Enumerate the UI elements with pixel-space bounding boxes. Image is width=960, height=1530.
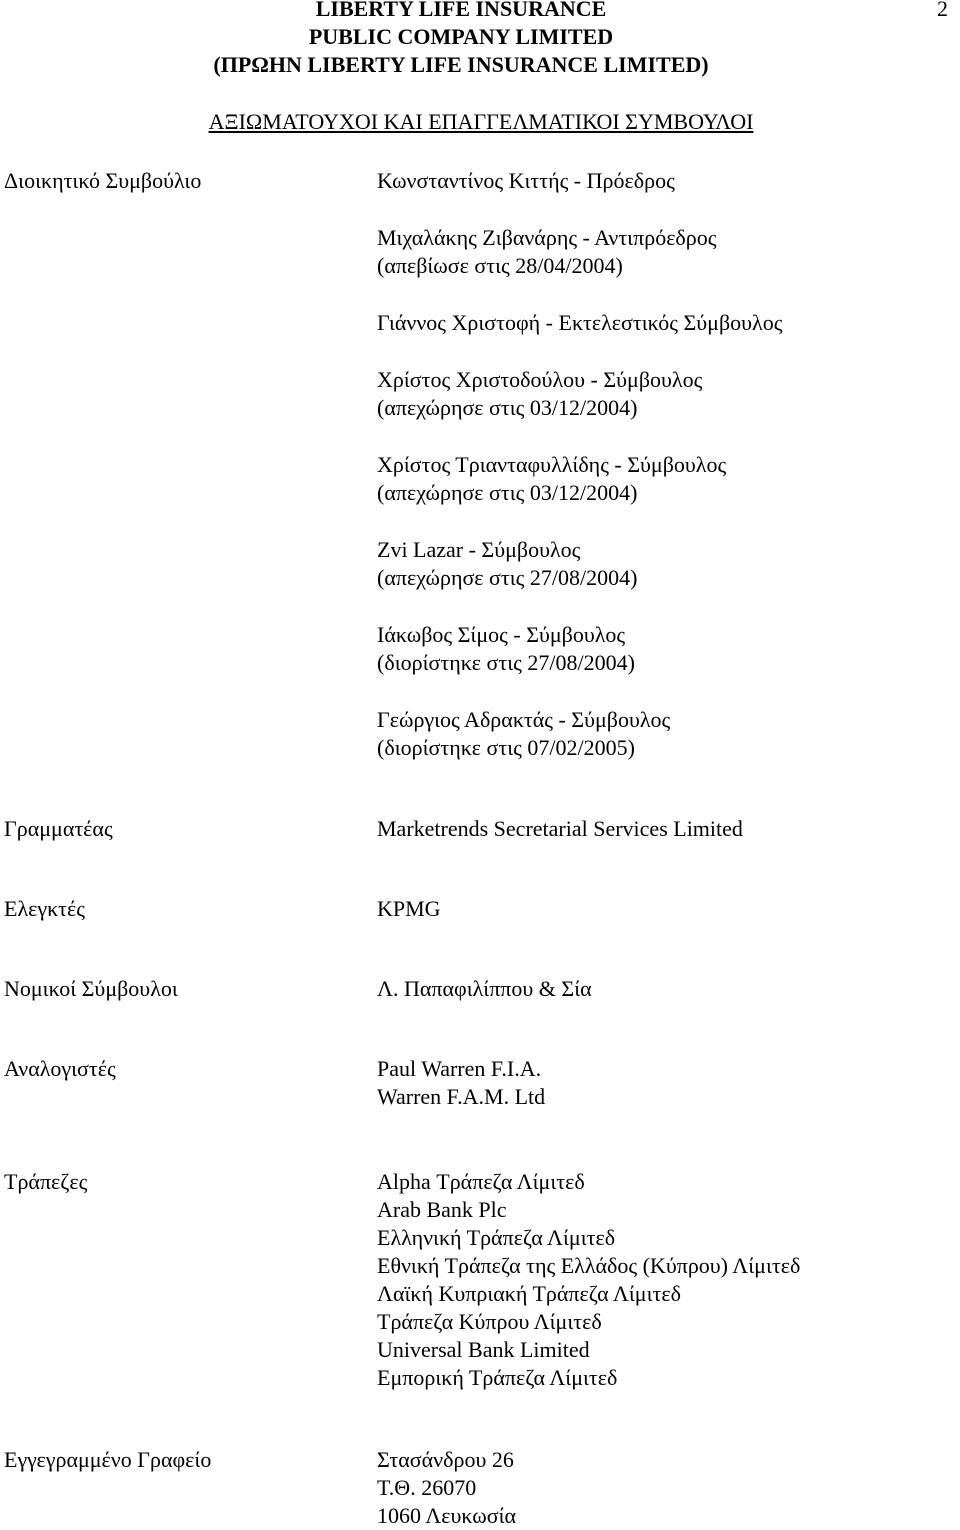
board-member-line: Γιάννος Χριστοφή - Εκτελεστικός Σύμβουλος: [377, 310, 783, 335]
board-member-line: Κωνσταντίνος Κιττής - Πρόεδρος: [377, 168, 675, 193]
board-member-note: (απεχώρησε στις 27/08/2004): [377, 565, 638, 590]
board-member-line: Χρίστος Τριανταφυλλίδης - Σύμβουλος: [377, 452, 727, 477]
board-member: [377, 451, 726, 507]
company-name-line2: PUBLIC COMPANY LIMITED: [308, 24, 614, 49]
actuaries-label: Αναλογιστές: [4, 1056, 116, 1081]
board-member-note: (απεχώρησε στις 03/12/2004): [377, 395, 638, 420]
board-member-line: Μιχαλάκης Ζιβανάρης - Αντιπρόεδρος: [377, 225, 717, 250]
address-line: 1060 Λευκωσία: [377, 1503, 517, 1528]
bank-item: Τράπεζα Κύπρου Λίμιτεδ: [377, 1309, 602, 1334]
board-member-note: (διορίστηκε στις 27/08/2004): [377, 650, 635, 675]
page-number: 2: [937, 0, 948, 21]
secretary-label: Γραμματέας: [4, 816, 113, 841]
board-member-line: Ιάκωβος Σίμος - Σύμβουλος: [377, 622, 626, 647]
auditors-value: KPMG: [377, 896, 441, 921]
company-header: [0, 0, 922, 79]
board-label: Διοικητικό Συμβούλιο: [4, 168, 202, 193]
board-member: [377, 224, 717, 280]
board-member-note: (απεβίωσε στις 28/04/2004): [377, 253, 623, 278]
board-member: [377, 621, 635, 677]
legal-advisors-value: Λ. Παπαφιλίππου & Σία: [377, 976, 592, 1001]
board-member-line: Χρίστος Χριστοδούλου - Σύμβουλος: [377, 367, 703, 392]
board-member: [377, 706, 670, 762]
bank-item: Ελληνική Τράπεζα Λίμιτεδ: [377, 1225, 616, 1250]
bank-item: Εθνική Τράπεζα της Ελλάδος (Κύπρου) Λίμιτεδ: [377, 1253, 801, 1278]
board-member: [377, 536, 637, 592]
banks-list: [377, 1168, 800, 1392]
board-member-line: Γεώργιος Αδρακτάς - Σύμβουλος: [377, 707, 671, 732]
bank-item: Εμπορική Τράπεζα Λίμιτεδ: [377, 1365, 618, 1390]
bank-item: Λαϊκή Κυπριακή Τράπεζα Λίμιτεδ: [377, 1281, 681, 1306]
section-title: ΑΞΙΩΜΑΤΟΥΧΟΙ ΚΑΙ ΕΠΑΓΓΕΛΜΑΤΙΚΟΙ ΣΥΜΒΟΥΛΟΙ: [208, 109, 754, 134]
company-name-line1: LIBERTY LIFE INSURANCE: [315, 0, 607, 21]
board-member: [377, 309, 782, 337]
legal-advisors-label: Νομικοί Σύμβουλοι: [4, 976, 178, 1001]
company-former-name: (ΠΡΩΗΝ LIBERTY LIFE INSURANCE LIMITED): [213, 52, 709, 77]
board-member-line: Zvi Lazar - Σύμβουλος: [377, 537, 581, 562]
board-member-note: (απεχώρησε στις 03/12/2004): [377, 480, 638, 505]
board-member-note: (διορίστηκε στις 07/02/2005): [377, 735, 635, 760]
address-line: Τ.Θ. 26070: [377, 1475, 477, 1500]
address-line: Στασάνδρου 26: [377, 1447, 514, 1472]
bank-item: Universal Bank Limited: [377, 1337, 590, 1362]
banks-label: Τράπεζες: [4, 1169, 88, 1194]
actuary-item: Warren F.A.M. Ltd: [377, 1084, 546, 1109]
registered-office-address: [377, 1446, 516, 1530]
actuary-item: Paul Warren F.I.A.: [377, 1056, 542, 1081]
auditors-label: Ελεγκτές: [4, 896, 85, 921]
board-member: [377, 167, 675, 195]
registered-office-label: Εγγεγραμμένο Γραφείο: [4, 1447, 212, 1472]
actuaries-list: [377, 1055, 545, 1111]
secretary-value: Marketrends Secretarial Services Limited: [377, 816, 743, 841]
board-member: [377, 366, 702, 422]
bank-item: Alpha Τράπεζα Λίμιτεδ: [377, 1169, 585, 1194]
bank-item: Arab Bank Plc: [377, 1197, 507, 1222]
